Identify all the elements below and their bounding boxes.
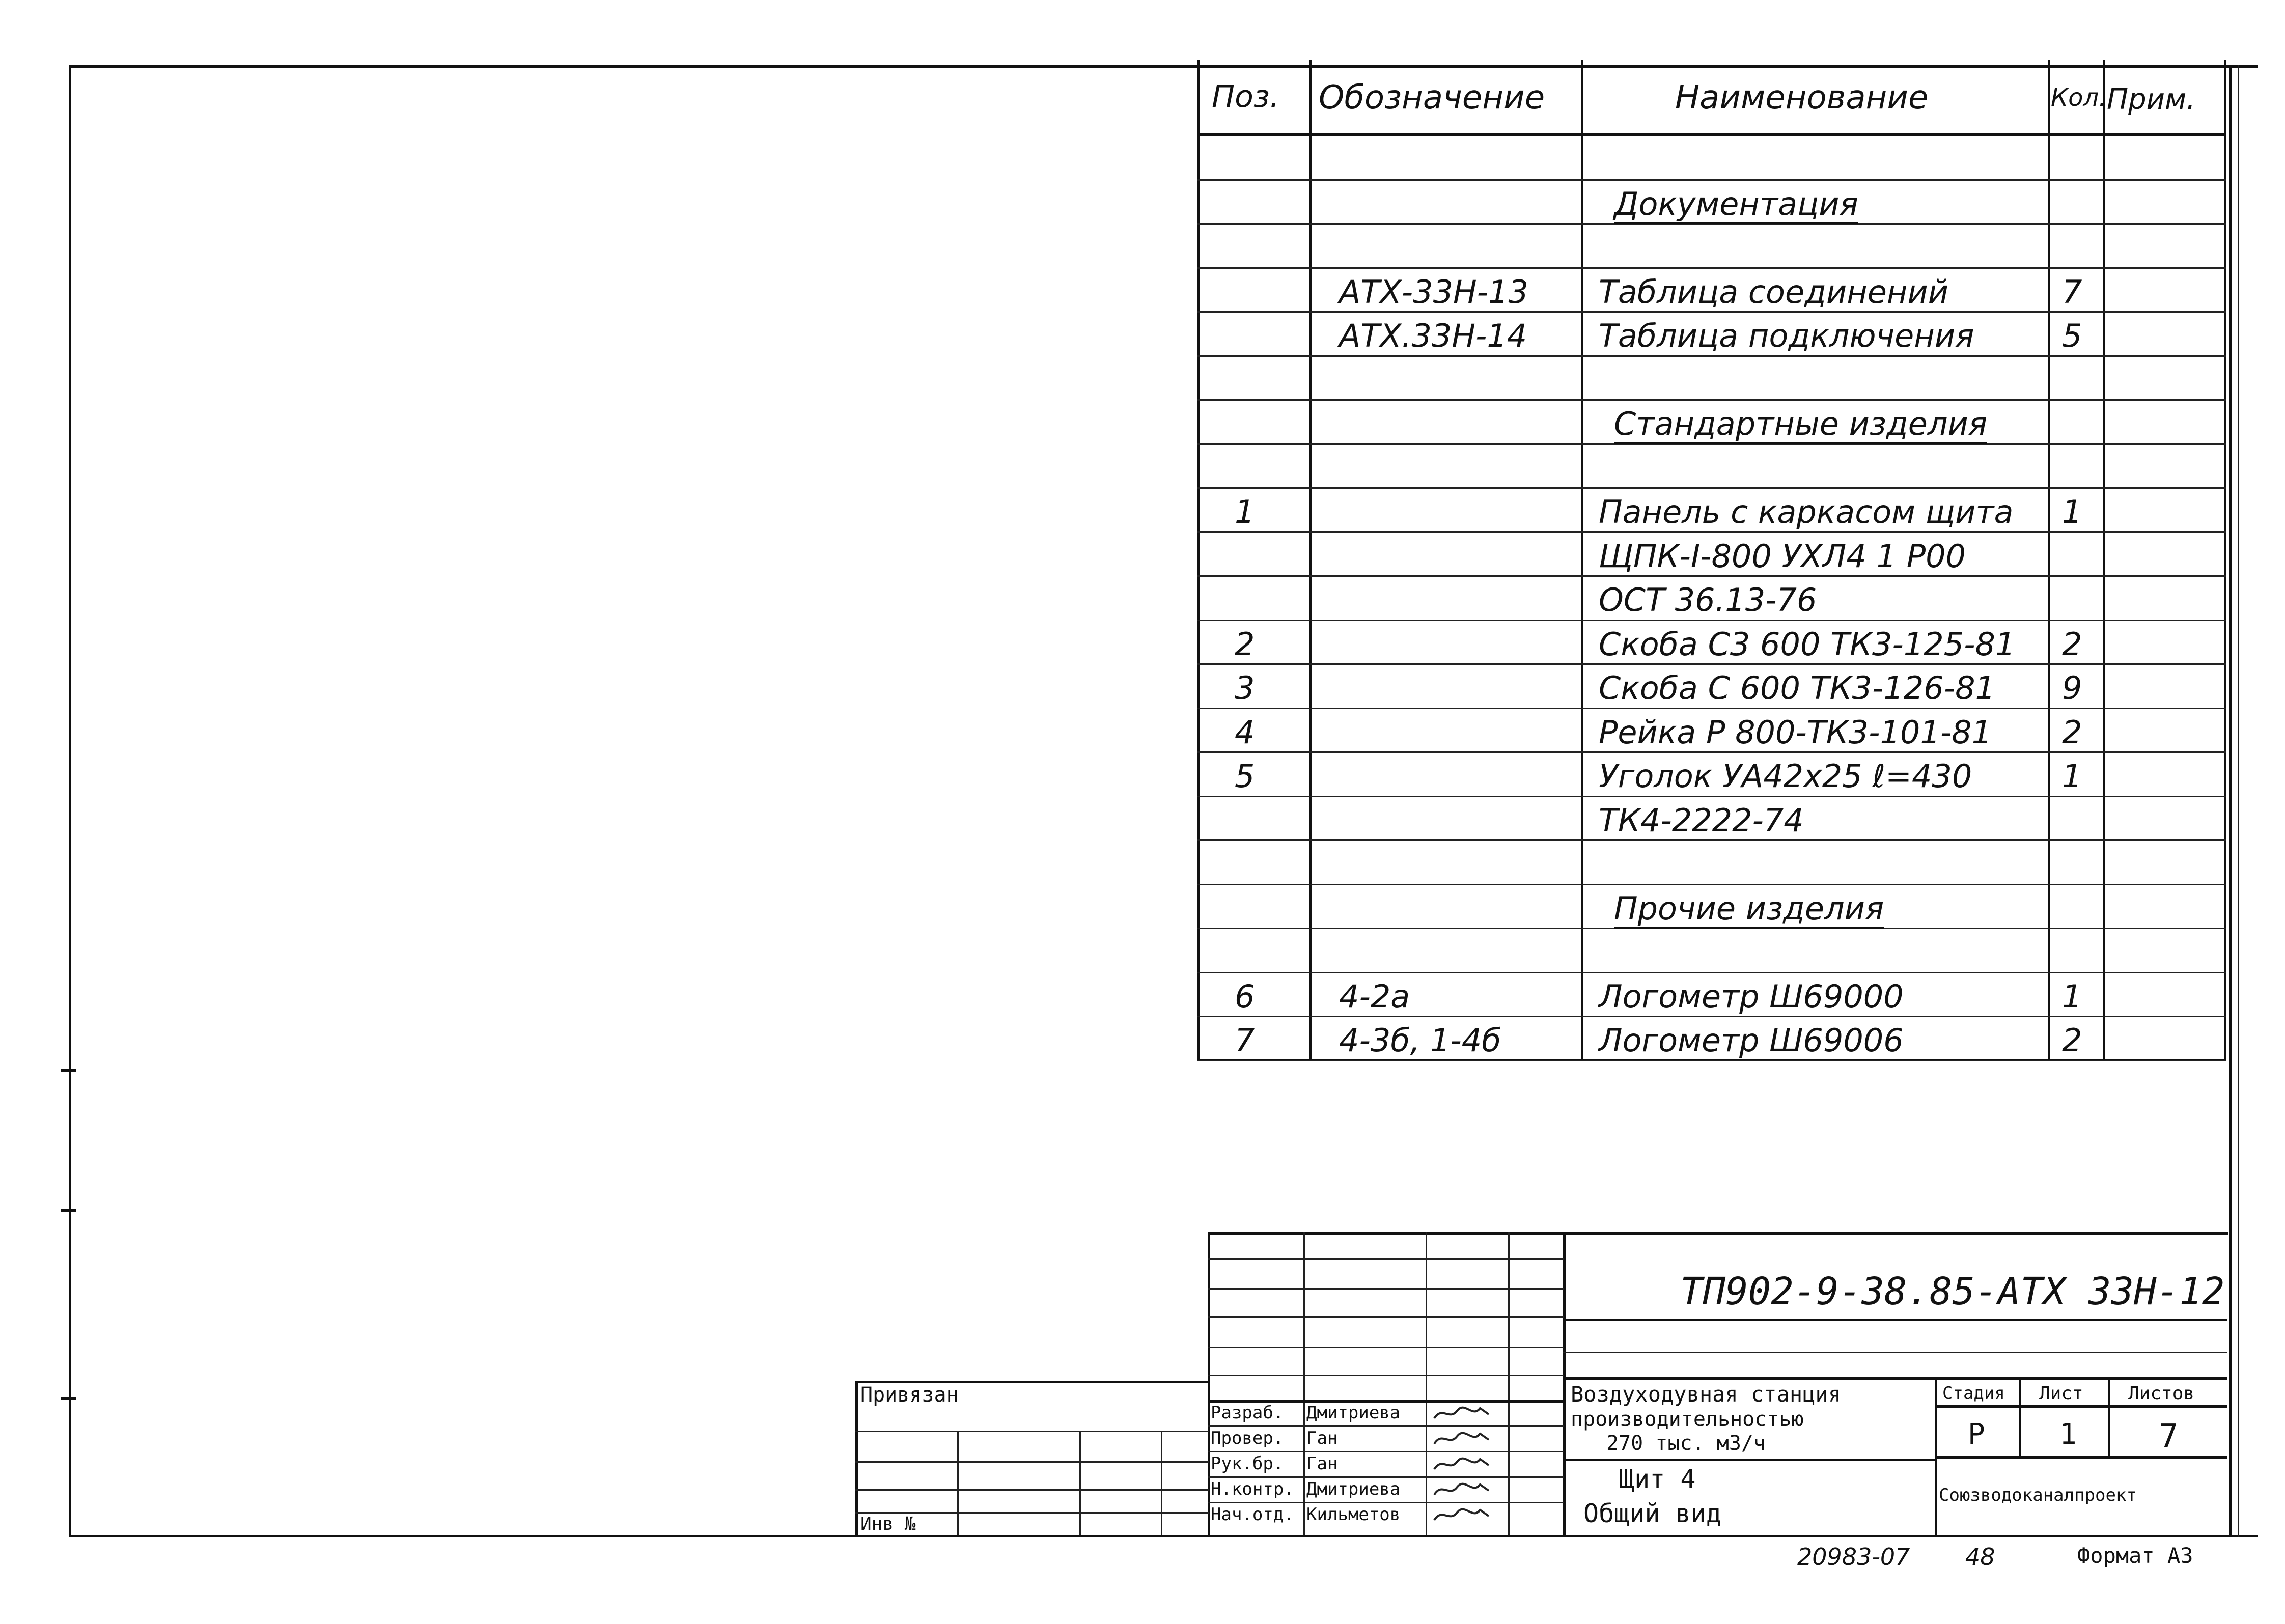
signature-scribble: [1432, 1505, 1493, 1525]
spec-qty: 9: [2062, 669, 2082, 707]
spec-pos: 2: [1235, 625, 1255, 663]
signature-scribble: [1432, 1454, 1493, 1474]
signature-name: Ган: [1306, 1428, 1338, 1448]
sheets-value: 7: [2159, 1418, 2179, 1455]
row-divider: [1197, 179, 2226, 181]
header-designation: Обозначение: [1319, 79, 1545, 117]
spec-qty: 1: [2062, 758, 2082, 795]
row-divider: [1197, 1016, 2226, 1017]
drawing-title-line1: Щит 4: [1619, 1464, 1696, 1494]
signature-name: Кильметов: [1306, 1504, 1401, 1525]
spec-designation: АТХ-33Н-13: [1339, 273, 1528, 311]
header-note: Прим.: [2107, 83, 2196, 116]
sheet-value: 1: [2059, 1418, 2077, 1451]
spec-name: Логометр Ш69006: [1599, 1022, 1904, 1059]
bound-label: Привязан: [860, 1383, 959, 1407]
project-title-line2: производительностью: [1571, 1408, 1804, 1431]
signature-role: Провер.: [1211, 1428, 1284, 1448]
inventory-number-label: Инв №: [860, 1514, 916, 1534]
stage-label: Стадия: [1942, 1383, 2005, 1404]
spec-pos: 4: [1235, 713, 1255, 751]
signature-scribble: [1432, 1479, 1493, 1500]
drawing-title-line2: Общий вид: [1583, 1499, 1721, 1528]
spec-qty: 5: [2062, 317, 2082, 354]
row-divider: [1197, 531, 2226, 533]
row-divider: [1197, 972, 2226, 973]
spec-pos: 1: [1235, 493, 1255, 530]
spec-name: Таблица подключения: [1599, 317, 1974, 354]
spec-qty: 2: [2062, 1022, 2082, 1059]
spec-qty: 1: [2062, 977, 2082, 1015]
organization-name: Союзводоканалпроект: [1939, 1485, 2137, 1505]
stage-value: Р: [1968, 1418, 1985, 1451]
header-pos: Поз.: [1212, 79, 1279, 115]
signature-scribble: [1432, 1403, 1493, 1423]
spec-pos: 6: [1235, 977, 1255, 1015]
spec-qty: 2: [2062, 713, 2082, 751]
signature-role: Рук.бр.: [1211, 1453, 1284, 1474]
project-title-line1: Воздуходувная станция: [1571, 1382, 1842, 1407]
header-name: Наименование: [1675, 79, 1929, 117]
row-divider: [1197, 796, 2226, 797]
archive-number: 20983-07: [1797, 1543, 1910, 1571]
format-label: Формат А3: [2077, 1543, 2193, 1568]
project-title-line3: 270 тыс. м3/ч: [1606, 1432, 1766, 1455]
spec-pos: 5: [1235, 758, 1255, 795]
spec-designation: 4-2а: [1339, 977, 1410, 1015]
spec-name: ЩПК-I-800 УХЛ4 1 Р00: [1599, 537, 1966, 575]
spec-designation: 4-3б, 1-4б: [1339, 1022, 1501, 1059]
row-divider: [1197, 839, 2226, 841]
spec-name: Документация: [1614, 188, 1858, 224]
spec-name: Таблица соединений: [1599, 273, 1949, 311]
row-divider: [1197, 267, 2226, 269]
spec-qty: 7: [2062, 273, 2082, 311]
row-divider: [1197, 487, 2226, 489]
spec-name: Скоба С3 600 ТК3-125-81: [1599, 625, 2016, 663]
signature-scribble: [1432, 1429, 1493, 1449]
spec-name: Стандартные изделия: [1614, 408, 1987, 444]
spec-name: Логометр Ш69000: [1599, 977, 1904, 1015]
sheets-label: Листов: [2128, 1383, 2195, 1404]
signature-role: Нач.отд.: [1211, 1504, 1294, 1525]
page-number: 48: [1965, 1543, 1995, 1571]
row-divider: [1197, 751, 2226, 753]
spec-qty: 2: [2062, 625, 2082, 663]
signature-name: Дмитриева: [1306, 1479, 1401, 1499]
row-divider: [1197, 399, 2226, 401]
spec-name: Панель с каркасом щита: [1599, 493, 2014, 530]
spec-designation: АТХ.33Н-14: [1339, 317, 1527, 354]
spec-qty: 1: [2062, 493, 2082, 530]
spec-name: Уголок УА42х25 ℓ=430: [1599, 758, 1972, 795]
row-divider: [1197, 355, 2226, 357]
document-number: ТП902-9-38.85-АТХ 33Н-12: [1680, 1270, 2225, 1313]
spec-pos: 3: [1235, 669, 1255, 707]
row-divider: [1197, 311, 2226, 313]
spec-name: Прочие изделия: [1614, 893, 1884, 929]
signature-name: Дмитриева: [1306, 1403, 1401, 1423]
sheet-label: Лист: [2039, 1383, 2083, 1404]
signature-role: Н.контр.: [1211, 1479, 1294, 1499]
spec-name: ОСТ 36.13-76: [1599, 581, 1817, 619]
row-divider: [1197, 884, 2226, 885]
header-qty: Кол.: [2051, 83, 2107, 112]
signature-name: Ган: [1306, 1453, 1338, 1474]
signature-role: Разраб.: [1211, 1403, 1284, 1423]
spec-name: Скоба С 600 ТК3-126-81: [1599, 669, 1995, 707]
row-divider: [1197, 575, 2226, 577]
spec-pos: 7: [1235, 1022, 1255, 1059]
spec-name: Рейка Р 800-ТК3-101-81: [1599, 713, 1992, 751]
row-divider: [1197, 620, 2226, 621]
row-divider: [1197, 708, 2226, 709]
spec-name: ТК4-2222-74: [1599, 801, 1804, 839]
row-divider: [1197, 1060, 2226, 1061]
row-divider: [1197, 663, 2226, 665]
